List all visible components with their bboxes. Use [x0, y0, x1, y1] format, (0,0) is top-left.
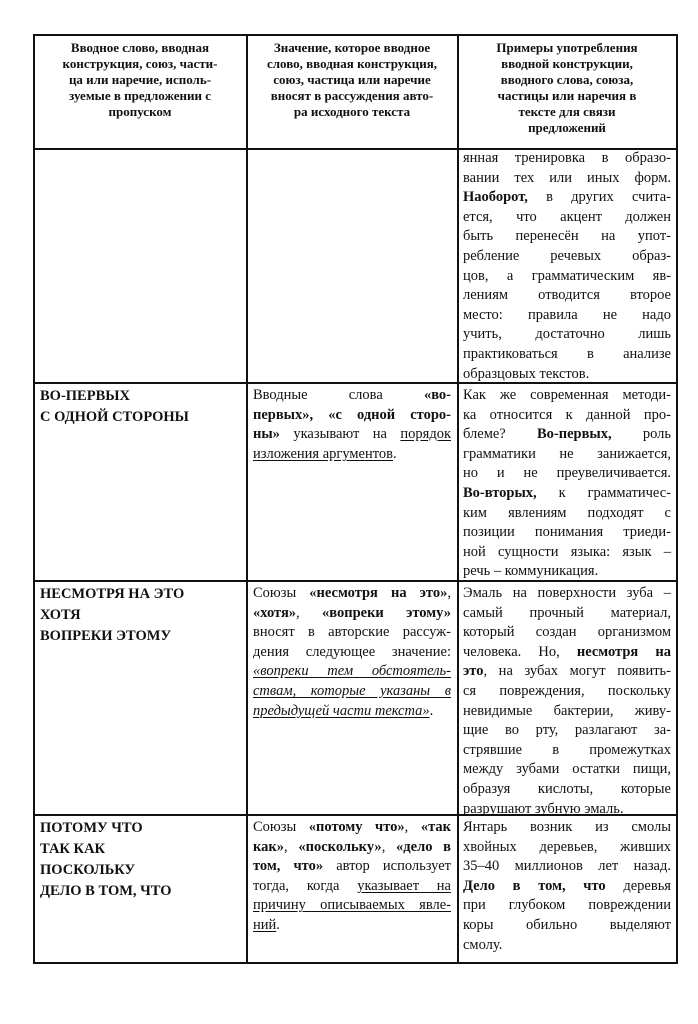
text-span: , — [447, 585, 451, 601]
header-line: Примеры употребления — [496, 40, 638, 55]
row1-words-cell — [40, 386, 240, 428]
text-line: ким явлениям подходят с — [463, 504, 671, 521]
text-line: между зубами остатки пищи, — [463, 761, 671, 778]
text-line: учить, достаточно лишь — [463, 326, 671, 343]
word-line: ПОСКОЛЬКУ — [40, 862, 136, 878]
text-span: автор использует — [323, 858, 451, 875]
text-line: речь – коммуникация. — [463, 563, 599, 580]
text-line: смолу. — [463, 936, 503, 953]
bold-span: «дело в — [396, 838, 452, 855]
text-line: при глубоком повреждении — [463, 897, 671, 914]
text-span: . — [393, 445, 397, 462]
text-span: Союзы — [253, 819, 309, 835]
text-line: Янтарь возник из смолы — [463, 819, 671, 835]
text-span: к грамматичес- — [536, 484, 671, 501]
italic-underlined-span: предыдущей части текста» — [253, 702, 430, 719]
row3-example-cell — [463, 818, 671, 955]
bold-span: первых», «с одной сторо- — [253, 406, 451, 423]
text-line: быть перенесён на упот- — [463, 228, 671, 245]
header-line: Вводное слово, вводная — [70, 40, 210, 55]
header-line: предложений — [528, 120, 606, 135]
text-line: ется, что акцент должен — [463, 208, 671, 225]
word-line: С ОДНОЙ СТОРОНЫ — [40, 409, 189, 425]
text-span: роль — [611, 426, 671, 443]
header-line: вводного слова, союза, — [500, 72, 634, 87]
column-divider-2 — [457, 34, 459, 964]
text-line: 35–40 миллионов лет назад. — [463, 858, 671, 875]
text-line: лениям отводится второе — [463, 287, 671, 304]
text-line: хвойных деревьев, живших — [463, 838, 671, 855]
text-line — [463, 188, 671, 208]
word-line: НЕСМОТРЯ НА ЭТО — [40, 586, 185, 602]
underlined-span: ний — [253, 916, 277, 933]
text-line: дения следующее значение: — [253, 643, 451, 660]
text-line — [253, 386, 451, 406]
text-line — [463, 877, 671, 897]
header-cell-meaning — [249, 40, 455, 120]
text-line: щие во рту, разлагают за- — [463, 722, 671, 739]
header-line: ра исходного текста — [293, 104, 411, 119]
text-span: Вводные слова — [253, 387, 424, 403]
text-span: в других счита- — [527, 189, 671, 206]
bold-span: «во- — [423, 387, 451, 403]
text-line — [253, 425, 451, 445]
text-line — [253, 406, 451, 426]
row2-meaning-cell — [253, 584, 451, 721]
text-line — [253, 916, 451, 936]
header-cell-examples — [460, 40, 674, 136]
header-line: пропуском — [108, 104, 172, 119]
header-line: слово, вводная конструкция, — [266, 56, 438, 71]
bold-word: Дело в том, что — [463, 877, 606, 894]
word-line: ВОПРЕКИ ЭТОМУ — [40, 628, 172, 644]
text-span: . — [429, 702, 434, 719]
text-line: стрявшие в промежутках — [463, 741, 671, 758]
table-border-right — [676, 34, 678, 964]
text-span: , — [404, 819, 421, 835]
text-line: образцовых текстов. — [463, 365, 590, 382]
text-line: ка относится к данной про- — [463, 406, 671, 423]
text-line: образуя кислоты, которые — [463, 780, 671, 797]
text-span: тогда, когда — [253, 877, 358, 894]
text-line — [253, 877, 451, 897]
header-line: тексте для связи — [518, 104, 616, 119]
bold-word: это — [463, 663, 484, 680]
text-line: невидимые бактерии, живу- — [463, 702, 671, 719]
bold-word: Наоборот, — [463, 189, 528, 206]
text-line — [253, 838, 451, 858]
row2-words-cell — [40, 584, 240, 647]
text-line — [253, 702, 451, 722]
row1-example-cell — [463, 386, 671, 582]
text-line: ребление речевых образ- — [463, 247, 671, 264]
text-line — [253, 857, 451, 877]
text-line: янная тренировка в образо- — [463, 150, 671, 166]
text-span: человека. Но, — [463, 643, 577, 660]
italic-underlined-span: ствам, которые указаны в — [253, 682, 451, 699]
text-line: который создан организмом — [463, 624, 671, 641]
text-line: вании тех или иных форм. — [463, 169, 671, 186]
word-line: ДЕЛО В ТОМ, ЧТО — [40, 883, 172, 899]
bold-word: несмотря на — [576, 643, 671, 660]
row3-words-cell — [40, 818, 240, 902]
header-line: частицы или наречия в — [497, 88, 637, 103]
text-line — [463, 484, 671, 504]
text-line: вносят в авторские рассуж- — [253, 624, 451, 641]
text-line — [253, 818, 451, 838]
table-border-top — [33, 34, 677, 36]
bold-span: «так — [420, 819, 451, 835]
underlined-span: порядок — [400, 426, 451, 443]
text-line: позиции понимания триеди- — [463, 524, 671, 541]
row0-example-cell — [463, 149, 671, 384]
underlined-span: причину описываемых явле- — [253, 897, 451, 914]
text-span: , на зубах могут появить- — [483, 663, 671, 680]
text-line: но и не преувеличивается. — [463, 465, 671, 482]
bold-span: «вопреки этому» — [321, 604, 451, 621]
bold-span: «хотя» — [253, 604, 297, 621]
text-line: ной сущности языка: язык – — [463, 543, 671, 560]
text-span: блеме? — [463, 426, 537, 443]
header-line: Значение, которое вводное — [273, 40, 431, 55]
row1-meaning-cell — [253, 386, 451, 464]
italic-underlined-span: «вопреки тем обстоятель- — [253, 663, 451, 680]
text-line — [253, 584, 451, 604]
text-span: Союзы — [253, 585, 310, 601]
text-line: Как же современная методи- — [463, 387, 671, 403]
text-line: коры обильно выделяют — [463, 916, 671, 933]
header-line: вносят в рассуждения авто- — [270, 88, 434, 103]
header-cell-words — [36, 40, 244, 120]
text-line: Эмаль на поверхности зуба – — [463, 585, 671, 601]
bold-span: «несмотря на это» — [309, 585, 448, 601]
text-line: цов, а грамматическим яв- — [463, 267, 671, 284]
word-line: ТАК КАК — [40, 841, 106, 857]
text-line — [253, 896, 451, 916]
text-line: место: правила не надо — [463, 306, 671, 323]
text-line: самый прочный материал, — [463, 604, 671, 621]
text-line — [463, 643, 671, 663]
text-line — [463, 425, 671, 445]
bold-span: как» — [253, 838, 284, 855]
header-line: зуемые в предложении с — [69, 88, 211, 103]
underlined-span: изложения аргументов — [253, 445, 393, 462]
table-border-left — [33, 34, 35, 964]
text-line: разрушают зубную эмаль. — [463, 800, 624, 817]
bold-word: Во-вторых, — [463, 484, 537, 501]
text-line — [253, 445, 451, 465]
text-line — [253, 604, 451, 624]
text-span: указывают на — [279, 426, 401, 443]
word-line: ПОТОМУ ЧТО — [40, 820, 143, 836]
text-span: , — [284, 838, 299, 855]
text-line: грамматики не занижается, — [463, 445, 671, 462]
header-line: ца или наречие, исполь- — [68, 72, 212, 87]
text-line: практиковаться в анализе — [463, 345, 671, 362]
bold-word: Во-первых, — [536, 426, 612, 443]
bold-span: «поскольку» — [298, 838, 382, 855]
header-line: союз, частица или наречие — [273, 72, 431, 87]
word-line: ВО-ПЕРВЫХ — [40, 388, 130, 404]
header-line: вводной конструкции, — [501, 56, 633, 71]
table-border-bottom — [33, 962, 677, 964]
row3-meaning-cell — [253, 818, 451, 936]
word-line: ХОТЯ — [40, 607, 81, 623]
bold-span: ны» — [253, 426, 280, 443]
bold-span: том, что» — [253, 858, 324, 875]
text-span: , — [381, 838, 397, 855]
text-line: ся повреждения, поскольку — [463, 682, 671, 699]
text-line — [253, 662, 451, 682]
row2-example-cell — [463, 584, 671, 819]
text-span: , — [296, 604, 322, 621]
header-line: конструкция, союз, части- — [62, 56, 218, 71]
text-line — [253, 682, 451, 702]
text-line — [463, 662, 671, 682]
text-span: деревья — [605, 877, 671, 894]
text-span: . — [276, 916, 280, 933]
column-divider-1 — [246, 34, 248, 964]
underlined-span: указывает на — [357, 877, 451, 894]
bold-span: «потому что» — [308, 819, 405, 835]
